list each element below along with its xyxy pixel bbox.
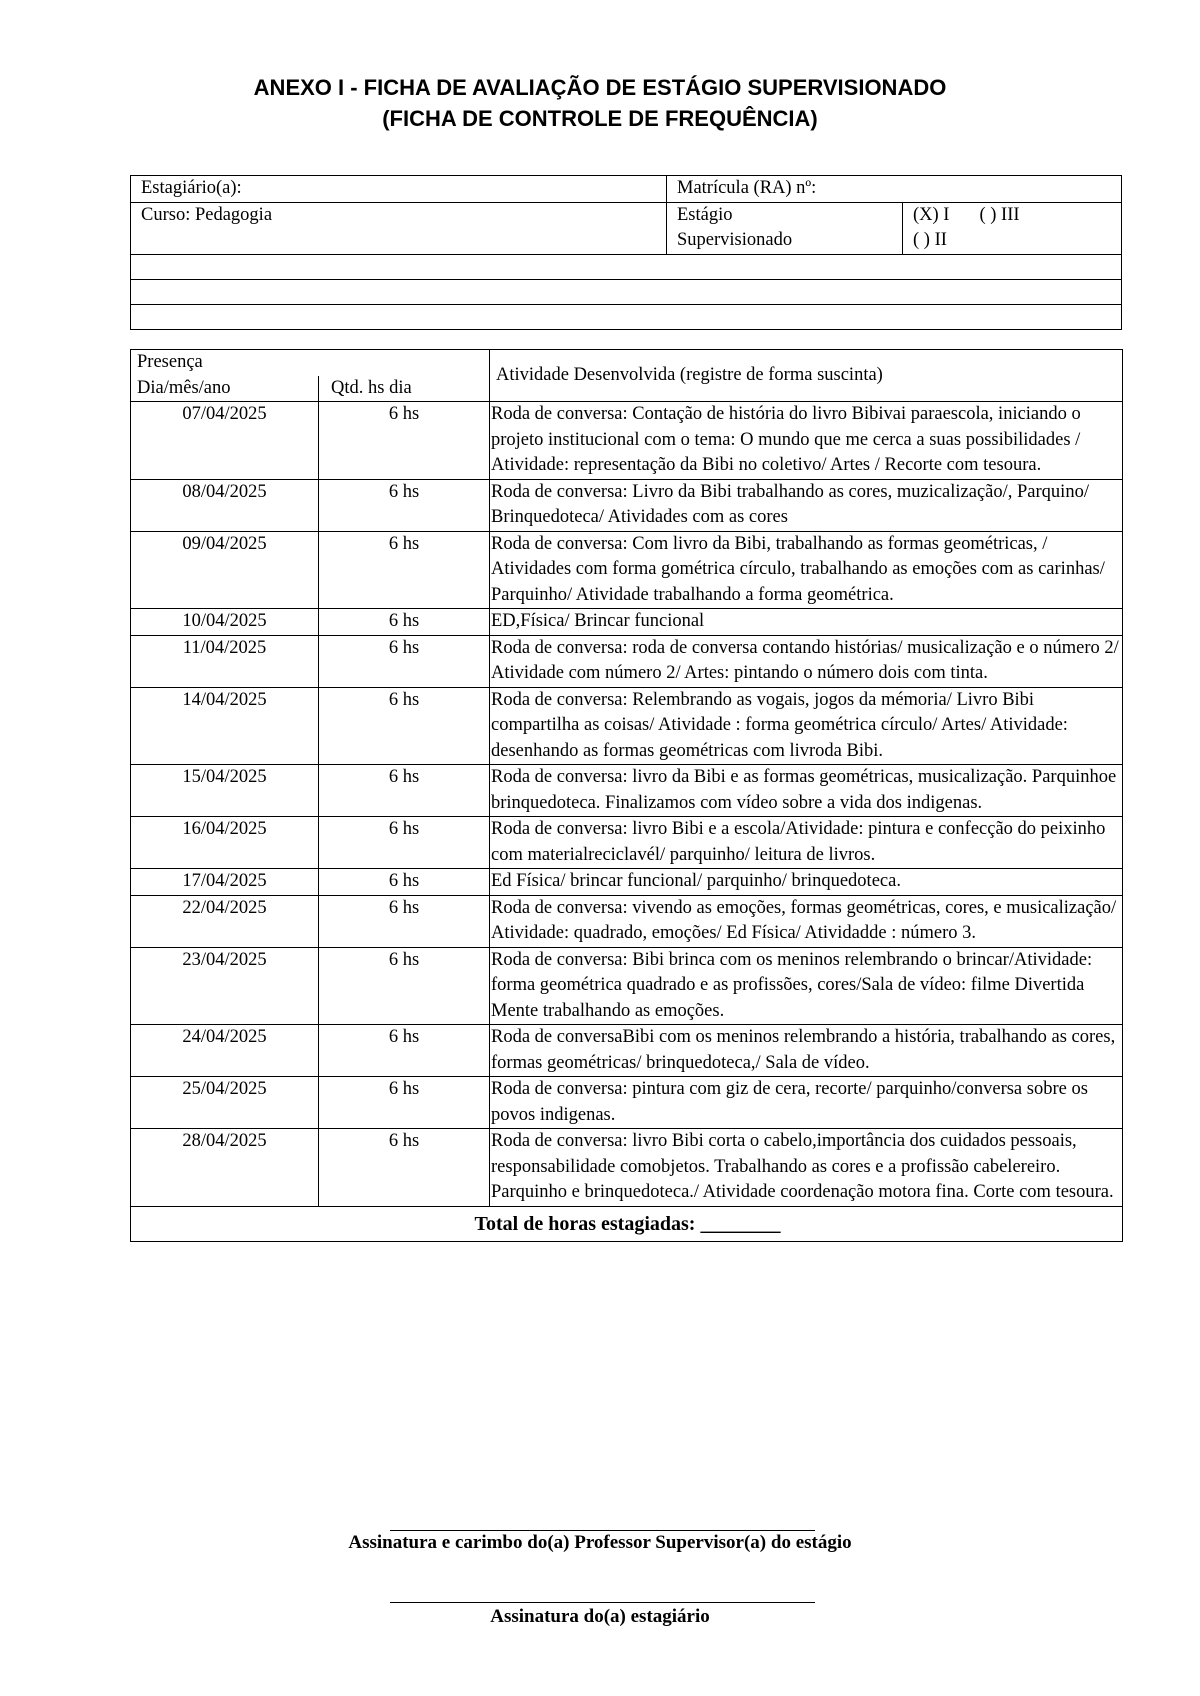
row-date: 28/04/2025 xyxy=(131,1129,319,1207)
row-hours: 6 hs xyxy=(319,895,490,947)
date-header: Dia/mês/ano xyxy=(131,376,319,402)
row-hours: 6 hs xyxy=(319,687,490,765)
table-row xyxy=(131,402,1123,480)
table-row xyxy=(131,531,1123,609)
table-row xyxy=(131,609,1123,636)
activity-header: Atividade Desenvolvida (registre de forma suscinta) xyxy=(490,350,1123,402)
row-hours: 6 hs xyxy=(319,531,490,609)
row-date: 11/04/2025 xyxy=(131,635,319,687)
row-hours: 6 hs xyxy=(319,947,490,1025)
row-hours: 6 hs xyxy=(319,1025,490,1077)
row-activity: Roda de conversa: Bibi brinca com os meninos relembrando o brincar/Atividade: forma geométrica quadrado e as profissões, cores/Sala de vídeo: filme Divertida Mente trabalhando as emoções. xyxy=(490,947,1123,1025)
row-hours: 6 hs xyxy=(319,635,490,687)
row-hours: 6 hs xyxy=(319,869,490,896)
intern-info-table xyxy=(130,175,1122,330)
option-iii: ( ) III xyxy=(979,204,1020,225)
row-activity: Roda de conversa: Livro da Bibi trabalhando as cores, muzicalização/, Parquino/ Brinquedoteca/ Atividades com as cores xyxy=(490,479,1123,531)
row-activity: Roda de conversaBibi com os meninos relembrando a história, trabalhando as cores, formas geométricas/ brinquedoteca,/ Sala de vídeo. xyxy=(490,1025,1123,1077)
row-activity: Roda de conversa: livro da Bibi e as formas geométricas, musicalização. Parquinhoe brinquedoteca. Finalizamos com vídeo sobre a vida dos indigenas. xyxy=(490,765,1123,817)
row-date: 07/04/2025 xyxy=(131,402,319,480)
internship-options xyxy=(903,202,1122,254)
row-date: 14/04/2025 xyxy=(131,687,319,765)
blank-row xyxy=(131,254,1122,279)
row-date: 09/04/2025 xyxy=(131,531,319,609)
registration-field: Matrícula (RA) nº: xyxy=(667,176,1122,203)
row-activity: Roda de conversa: pintura com giz de cera, recorte/ parquinho/conversa sobre os povos indigenas. xyxy=(490,1077,1123,1129)
row-date: 17/04/2025 xyxy=(131,869,319,896)
table-row xyxy=(131,895,1123,947)
option-i: (X) I xyxy=(913,204,950,225)
attendance-table xyxy=(130,349,1123,1242)
row-activity: Roda de conversa: livro Bibi corta o cabelo,importância dos cuidados pessoais, responsabilidade comobjetos. Trabalhando as cores e a profissão cabelereiro. Parquinho e brinquedoteca./ Atividade coordenação motora fina. Corte com tesoura. xyxy=(490,1129,1123,1207)
presence-header: Presença xyxy=(131,350,490,376)
row-activity: Roda de conversa: vivendo as emoções, formas geométricas, cores, e musicalização/ Atividade: quadrado, emoções/ Ed Física/ Atividadde : número 3. xyxy=(490,895,1123,947)
internship-label-line1: Estágio xyxy=(677,204,733,225)
table-row xyxy=(131,1129,1123,1207)
total-hours: Total de horas estagiadas: ________ xyxy=(131,1206,1123,1241)
student-signature-line xyxy=(390,1602,815,1603)
row-date: 16/04/2025 xyxy=(131,817,319,869)
row-activity: Roda de conversa: Relembrando as vogais, jogos da mémoria/ Livro Bibi compartilha as coisas/ Atividade : forma geométrica círculo/ Artes/ Atividade: desenhando as formas geométricas com livroda Bibi. xyxy=(490,687,1123,765)
blank-row xyxy=(131,279,1122,304)
table-row xyxy=(131,869,1123,896)
internship-label-line2: Supervisionado xyxy=(677,230,793,250)
row-hours: 6 hs xyxy=(319,479,490,531)
row-date: 10/04/2025 xyxy=(131,609,319,636)
table-row xyxy=(131,479,1123,531)
row-date: 22/04/2025 xyxy=(131,895,319,947)
row-activity: Roda de conversa: roda de conversa contando histórias/ musicalização e o número 2/ Atividade com número 2/ Artes: pintando o número dois com tinta. xyxy=(490,635,1123,687)
row-date: 25/04/2025 xyxy=(131,1077,319,1129)
option-ii: ( ) II xyxy=(913,230,947,250)
table-row xyxy=(131,1025,1123,1077)
intern-name-field: Estagiário(a): xyxy=(131,176,667,203)
table-row xyxy=(131,1077,1123,1129)
table-row xyxy=(131,817,1123,869)
supervisor-signature-line xyxy=(390,1530,815,1531)
document-subtitle: (FICHA DE CONTROLE DE FREQUÊNCIA) xyxy=(382,106,818,131)
row-hours: 6 hs xyxy=(319,1129,490,1207)
row-activity: ED,Física/ Brincar funcional xyxy=(490,609,1123,636)
row-activity: Roda de conversa: livro Bibi e a escola/Atividade: pintura e confecção do peixinho com materialreciclavél/ parquinho/ leitura de livros. xyxy=(490,817,1123,869)
course-field: Curso: Pedagogia xyxy=(131,202,667,254)
table-row xyxy=(131,765,1123,817)
table-row xyxy=(131,635,1123,687)
row-activity: Roda de conversa: Com livro da Bibi, trabalhando as formas geométricas, / Atividades com forma gométrica círculo, trabalhando as emoções com as carinhas/ Parquinho/ Atividade trabalhando a forma geométrica. xyxy=(490,531,1123,609)
row-date: 08/04/2025 xyxy=(131,479,319,531)
row-hours: 6 hs xyxy=(319,765,490,817)
table-row xyxy=(131,947,1123,1025)
document-title: ANEXO I - FICHA DE AVALIAÇÃO DE ESTÁGIO SUPERVISIONADO xyxy=(253,75,947,100)
hours-header: Qtd. hs dia xyxy=(319,376,490,402)
internship-label xyxy=(667,202,903,254)
row-activity: Ed Física/ brincar funcional/ parquinho/ brinquedoteca. xyxy=(490,869,1123,896)
row-date: 15/04/2025 xyxy=(131,765,319,817)
row-activity: Roda de conversa: Contação de história do livro Bibivai paraescola, iniciando o projeto institucional com o tema: O mundo que me cerca a suas possibilidades / Atividade: representação da Bibi no coletivo/ Artes / Recorte com tesoura. xyxy=(490,402,1123,480)
row-hours: 6 hs xyxy=(319,402,490,480)
table-row xyxy=(131,687,1123,765)
row-date: 23/04/2025 xyxy=(131,947,319,1025)
row-hours: 6 hs xyxy=(319,1077,490,1129)
row-hours: 6 hs xyxy=(319,609,490,636)
row-hours: 6 hs xyxy=(319,817,490,869)
row-date: 24/04/2025 xyxy=(131,1025,319,1077)
supervisor-signature-label: Assinatura e carimbo do(a) Professor Supervisor(a) do estágio xyxy=(348,1532,852,1553)
blank-row xyxy=(131,304,1122,329)
student-signature-label: Assinatura do(a) estagiário xyxy=(490,1606,710,1627)
